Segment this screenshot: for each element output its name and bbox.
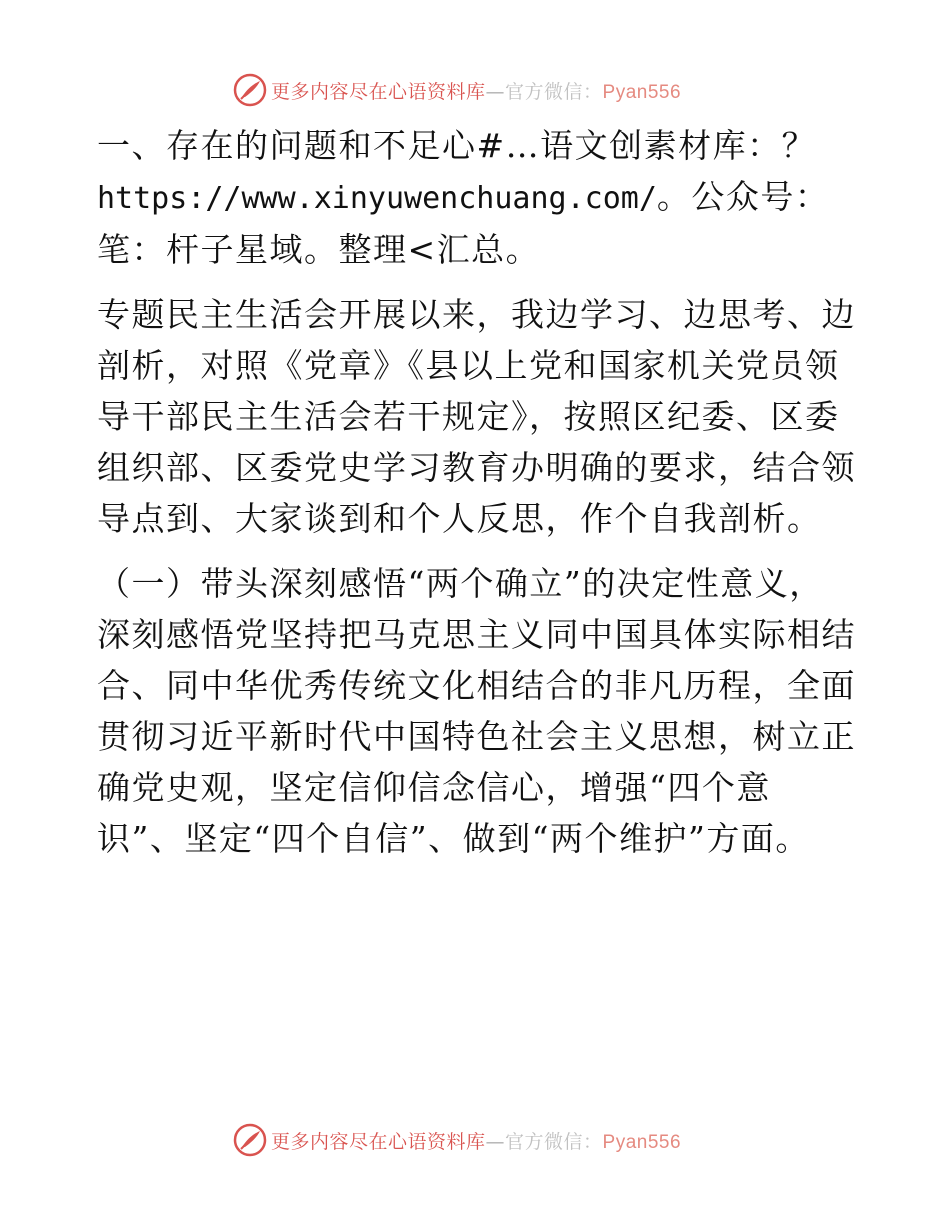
watermark-main-text: 更多内容尽在心语资料库 bbox=[271, 1130, 486, 1153]
watermark-dash: — bbox=[485, 1130, 506, 1153]
website-url: https://www.xinyuwenchuang.com/ bbox=[97, 181, 657, 216]
paragraph-3: （一）带头深刻感悟“两个确立”的决定性意义，深刻感悟党坚持把马克思主义同中国具体实际相结合、同中华优秀传统文化相结合的非凡历程，全面贯彻习近平新时代中国特色社会主义思想，树立正确党史观，坚定信仰信念信心，增强“四个意识”、坚定“四个自信”、做到“两个维护”方面。 bbox=[97, 564, 856, 858]
watermark-wechat-id: Pyan556 bbox=[602, 1131, 682, 1153]
paragraph-1-heading: 一、存在的问题和不足心#…语文创素材库：？ bbox=[97, 126, 817, 165]
document-body bbox=[97, 120, 857, 864]
watermark-official-label: 官方微信： bbox=[505, 80, 603, 103]
header-watermark bbox=[233, 72, 681, 108]
paragraph-2: 专题民主生活会开展以来，我边学习、边思考、边剖析，对照《党章》《县以上党和国家机关党员领导干部民主生活会若干规定》，按照区纪委、区委组织部、区委党史学习教育办明确的要求，结合领导点到、大家谈到和个人反思，作个自我剖析。 bbox=[97, 295, 856, 538]
watermark-main-text: 更多内容尽在心语资料库 bbox=[271, 80, 486, 103]
watermark-official-label: 官方微信： bbox=[505, 1130, 603, 1153]
paragraph-1-rest: 。公众号：笔：杆子星域。整理<汇总。 bbox=[97, 177, 830, 269]
quill-logo-icon bbox=[233, 1123, 267, 1157]
paragraph-1 bbox=[97, 120, 857, 275]
watermark-dash: — bbox=[485, 80, 506, 103]
quill-logo-icon bbox=[233, 73, 267, 107]
footer-watermark bbox=[233, 1122, 681, 1158]
watermark-wechat-id: Pyan556 bbox=[602, 81, 682, 103]
